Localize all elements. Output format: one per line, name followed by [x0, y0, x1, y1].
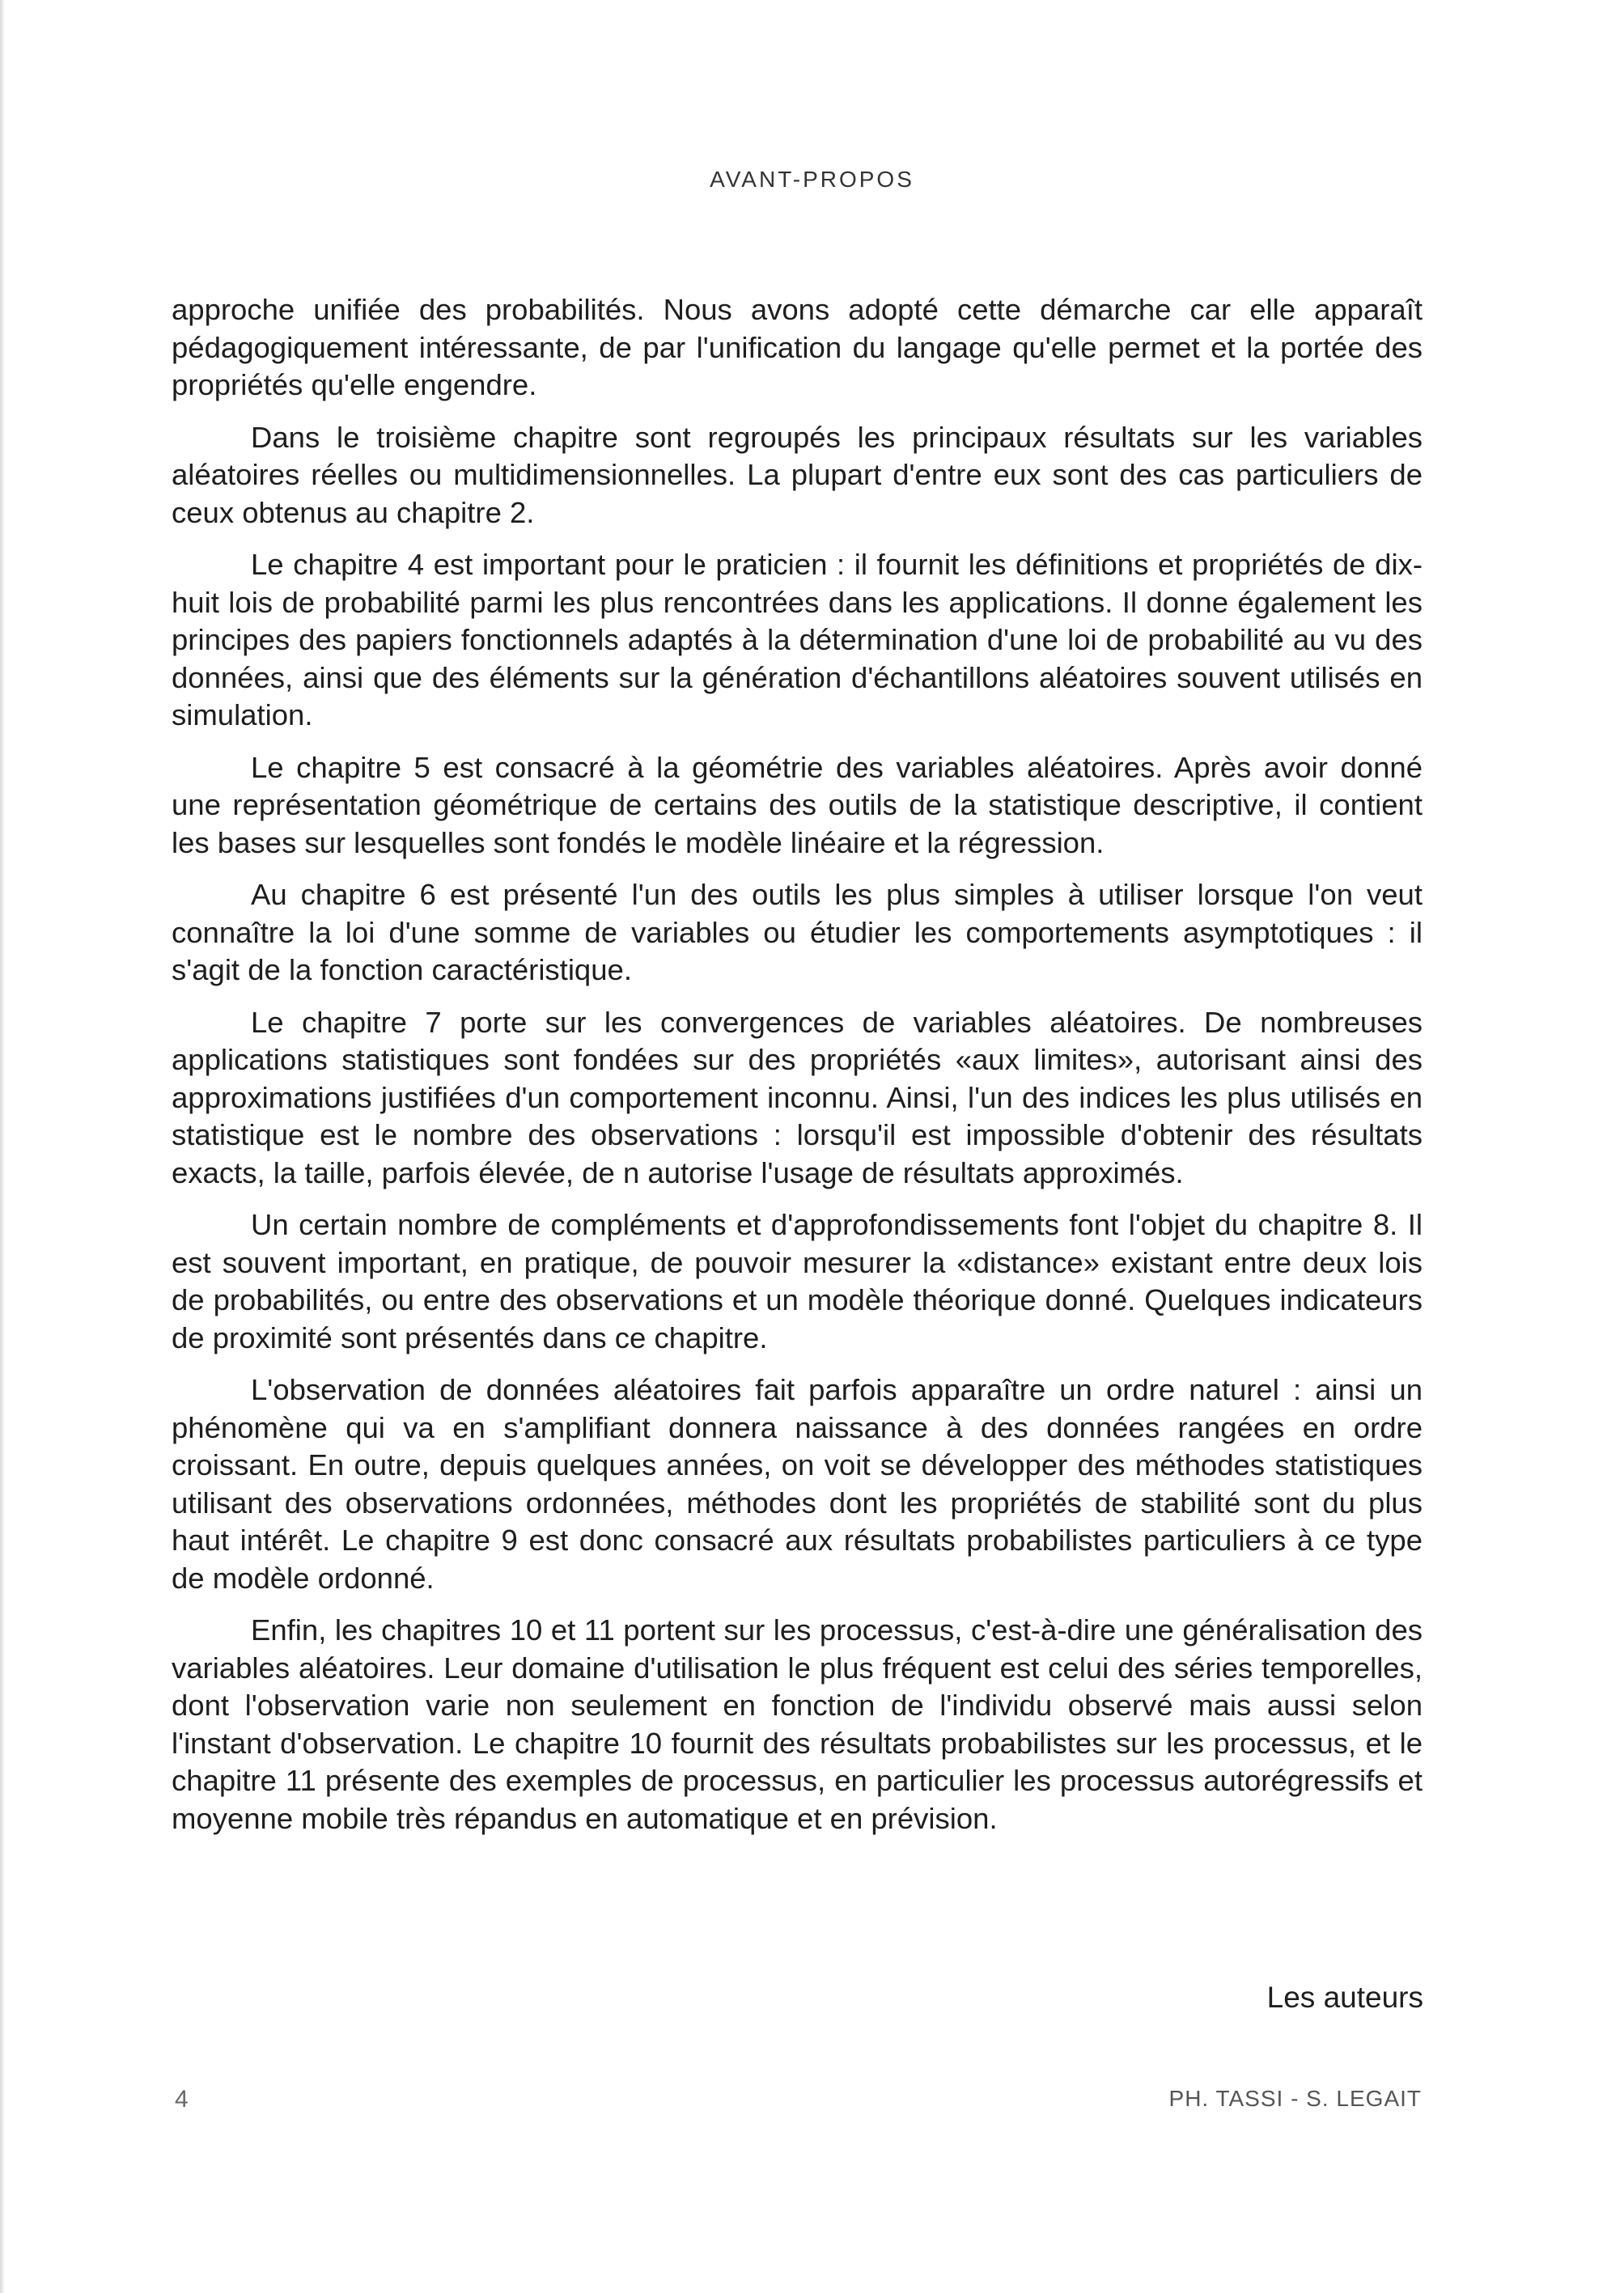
signature-les-auteurs: Les auteurs	[1266, 1981, 1423, 2014]
paragraph-9: Enfin, les chapitres 10 et 11 portent sur les processus, c'est-à-dire une généralisation des variables aléatoires. Leur domaine d'utilisation le plus fréquent est celui des séries temporelles, dont l'observation varie non seulement en fonction de l'individu observé mais aussi selon l'instant d'observation. Le chapitre 10 fournit des résultats probabilistes sur les processus, et le chapitre 11 présente des exemples de processus, en particulier les processus autorégressifs et moyenne mobile très répandus en automatique et en prévision.	[172, 1613, 1423, 1835]
paragraph-7: Un certain nombre de compléments et d'approfondissements font l'objet du chapitre 8. Il est souvent important, en pratique, de pouvoir mesurer la «distance» existant entre deux lois de probabilités, ou entre des observations et un modèle théorique donné. Quelques indicateurs de proximité sont présentés dans ce chapitre.	[172, 1208, 1423, 1354]
paragraph-4: Le chapitre 5 est consacré à la géométrie des variables aléatoires. Après avoir donné une représentation géométrique de certains des outils de la statistique descriptive, il contient les bases sur lesquelles sont fondés le modèle linéaire et la régression.	[172, 750, 1423, 859]
page-number: 4	[175, 2086, 189, 2113]
paragraph-5: Au chapitre 6 est présenté l'un des outils les plus simples à utiliser lorsque l'on veut connaître la loi d'une somme de variables ou étudier les comportements asymptotiques : il s'agit de la fonction caractéristique.	[172, 878, 1423, 986]
paragraph-1: approche unifiée des probabilités. Nous avons adopté cette démarche car elle apparaît pédagogiquement intéressante, de par l'unification du langage qu'elle permet et la portée des propriétés qu'elle engendre.	[172, 293, 1423, 401]
body-text	[172, 291, 1423, 1852]
footer-authors: PH. TASSI - S. LEGAIT	[1168, 2086, 1422, 2111]
running-header-title: AVANT-PROPOS	[710, 167, 914, 192]
paragraph-2: Dans le troisième chapitre sont regroupés les principaux résultats sur les variables aléatoires réelles ou multidimensionnelles. La plupart d'entre eux sont des cas particuliers de ceux obtenus au chapitre 2.	[172, 420, 1423, 529]
paragraph-8: L'observation de données aléatoires fait parfois apparaître un ordre naturel : ainsi un phénomène qui va en s'amplifiant donnera naissance à des données rangées en ordre croissant. En outre, depuis quelques années, on voit se développer des méthodes statistiques utilisant des observations ordonnées, méthodes dont les propriétés de stabilité sont du plus haut intérêt. Le chapitre 9 est donc consacré aux résultats probabilistes particuliers à ce type de modèle ordonné.	[172, 1373, 1423, 1595]
paragraph-3: Le chapitre 4 est important pour le praticien : il fournit les définitions et propriétés de dix-huit lois de probabilité parmi les plus rencontrées dans les applications. Il donne également les principes des papiers fonctionnels adaptés à la détermination d'une loi de probabilité au vu des données, ainsi que des éléments sur la génération d'échantillons aléatoires souvent utilisés en simulation.	[172, 548, 1423, 731]
scan-edge-shadow	[0, 0, 5, 2293]
paragraph-6: Le chapitre 7 porte sur les convergences de variables aléatoires. De nombreuses applications statistiques sont fondées sur des propriétés «aux limites», autorisant ainsi des approximations justifiées d'un comportement inconnu. Ainsi, l'un des indices les plus utilisés en statistique est le nombre des observations : lorsqu'il est impossible d'obtenir des résultats exacts, la taille, parfois élevée, de n autorise l'usage de résultats approximés.	[172, 1005, 1423, 1189]
